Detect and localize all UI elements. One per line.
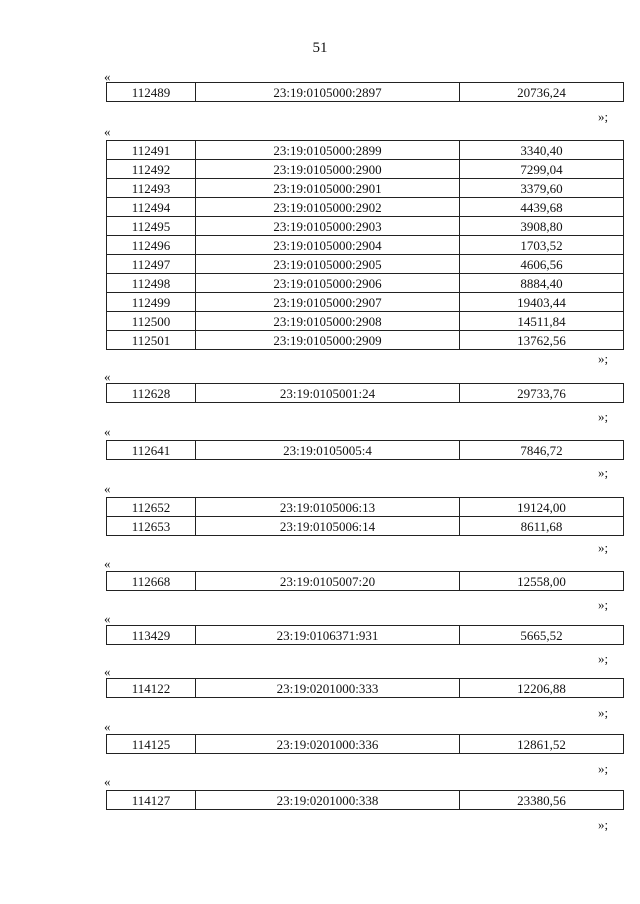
amount-value: 4439,68 <box>460 198 624 217</box>
close-quote: »; <box>598 705 609 720</box>
table-row <box>107 236 624 255</box>
table-row <box>107 179 624 198</box>
record-number: 112492 <box>107 160 196 179</box>
close-quote: »; <box>598 761 609 776</box>
record-number: 112489 <box>107 83 196 102</box>
amount-value: 3908,80 <box>460 217 624 236</box>
cadastral-number: 23:19:0105006:13 <box>196 498 460 517</box>
open-quote: « <box>104 774 111 789</box>
open-quote: « <box>104 124 111 139</box>
record-number: 112628 <box>107 384 196 403</box>
record-table <box>106 497 624 536</box>
close-quote: »; <box>598 409 609 424</box>
amount-value: 19124,00 <box>460 498 624 517</box>
record-number: 114125 <box>107 735 196 754</box>
record-number: 112641 <box>107 441 196 460</box>
table-row <box>107 293 624 312</box>
table-row <box>107 160 624 179</box>
record-number: 112500 <box>107 312 196 331</box>
amount-value: 13762,56 <box>460 331 624 350</box>
open-quote: « <box>104 481 111 496</box>
close-quote: »; <box>598 540 609 555</box>
table-row <box>107 791 624 810</box>
amount-value: 12558,00 <box>460 572 624 591</box>
table-row <box>107 217 624 236</box>
record-table <box>106 82 624 102</box>
amount-value: 3340,40 <box>460 141 624 160</box>
record-number: 112496 <box>107 236 196 255</box>
record-number: 112653 <box>107 517 196 536</box>
close-quote: »; <box>598 109 609 124</box>
open-quote: « <box>104 611 111 626</box>
close-quote: »; <box>598 597 609 612</box>
record-number: 112652 <box>107 498 196 517</box>
amount-value: 7299,04 <box>460 160 624 179</box>
cadastral-number: 23:19:0201000:336 <box>196 735 460 754</box>
cadastral-number: 23:19:0105000:2909 <box>196 331 460 350</box>
table-row <box>107 274 624 293</box>
record-number: 114122 <box>107 679 196 698</box>
amount-value: 5665,52 <box>460 626 624 645</box>
cadastral-number: 23:19:0201000:338 <box>196 791 460 810</box>
record-number: 113429 <box>107 626 196 645</box>
amount-value: 12861,52 <box>460 735 624 754</box>
amount-value: 20736,24 <box>460 83 624 102</box>
amount-value: 14511,84 <box>460 312 624 331</box>
close-quote: »; <box>598 651 609 666</box>
record-table <box>106 790 624 810</box>
table-row <box>107 83 624 102</box>
amount-value: 4606,56 <box>460 255 624 274</box>
cadastral-number: 23:19:0105000:2899 <box>196 141 460 160</box>
cadastral-number: 23:19:0105001:24 <box>196 384 460 403</box>
page-number: 51 <box>312 40 328 56</box>
cadastral-number: 23:19:0105000:2903 <box>196 217 460 236</box>
cadastral-number: 23:19:0105000:2897 <box>196 83 460 102</box>
cadastral-number: 23:19:0105007:20 <box>196 572 460 591</box>
cadastral-number: 23:19:0105000:2904 <box>196 236 460 255</box>
record-number: 114127 <box>107 791 196 810</box>
record-number: 112494 <box>107 198 196 217</box>
close-quote: »; <box>598 351 609 366</box>
open-quote: « <box>104 556 111 571</box>
record-table <box>106 625 624 645</box>
record-table <box>106 140 624 350</box>
record-table <box>106 734 624 754</box>
table-row <box>107 572 624 591</box>
cadastral-number: 23:19:0105000:2908 <box>196 312 460 331</box>
table-row <box>107 141 624 160</box>
cadastral-number: 23:19:0105006:14 <box>196 517 460 536</box>
table-row <box>107 441 624 460</box>
table-row <box>107 198 624 217</box>
amount-value: 7846,72 <box>460 441 624 460</box>
amount-value: 23380,56 <box>460 791 624 810</box>
amount-value: 19403,44 <box>460 293 624 312</box>
cadastral-number: 23:19:0106371:931 <box>196 626 460 645</box>
record-table <box>106 678 624 698</box>
record-number: 112498 <box>107 274 196 293</box>
amount-value: 8884,40 <box>460 274 624 293</box>
table-row <box>107 331 624 350</box>
record-number: 112501 <box>107 331 196 350</box>
close-quote: »; <box>598 817 609 832</box>
record-number: 112491 <box>107 141 196 160</box>
table-row <box>107 312 624 331</box>
cadastral-number: 23:19:0105000:2906 <box>196 274 460 293</box>
table-row <box>107 626 624 645</box>
table-row <box>107 384 624 403</box>
record-number: 112497 <box>107 255 196 274</box>
open-quote: « <box>104 369 111 384</box>
table-row <box>107 735 624 754</box>
amount-value: 3379,60 <box>460 179 624 198</box>
record-number: 112493 <box>107 179 196 198</box>
table-row <box>107 679 624 698</box>
record-number: 112668 <box>107 572 196 591</box>
open-quote: « <box>104 424 111 439</box>
table-row <box>107 517 624 536</box>
cadastral-number: 23:19:0105000:2907 <box>196 293 460 312</box>
amount-value: 1703,52 <box>460 236 624 255</box>
amount-value: 8611,68 <box>460 517 624 536</box>
cadastral-number: 23:19:0105000:2900 <box>196 160 460 179</box>
open-quote: « <box>104 664 111 679</box>
amount-value: 12206,88 <box>460 679 624 698</box>
record-number: 112495 <box>107 217 196 236</box>
record-number: 112499 <box>107 293 196 312</box>
cadastral-number: 23:19:0105005:4 <box>196 441 460 460</box>
table-row <box>107 498 624 517</box>
open-quote: « <box>104 69 111 84</box>
cadastral-number: 23:19:0105000:2902 <box>196 198 460 217</box>
cadastral-number: 23:19:0201000:333 <box>196 679 460 698</box>
table-row <box>107 255 624 274</box>
record-table <box>106 383 624 403</box>
cadastral-number: 23:19:0105000:2901 <box>196 179 460 198</box>
close-quote: »; <box>598 465 609 480</box>
open-quote: « <box>104 719 111 734</box>
record-table <box>106 571 624 591</box>
record-table <box>106 440 624 460</box>
cadastral-number: 23:19:0105000:2905 <box>196 255 460 274</box>
amount-value: 29733,76 <box>460 384 624 403</box>
